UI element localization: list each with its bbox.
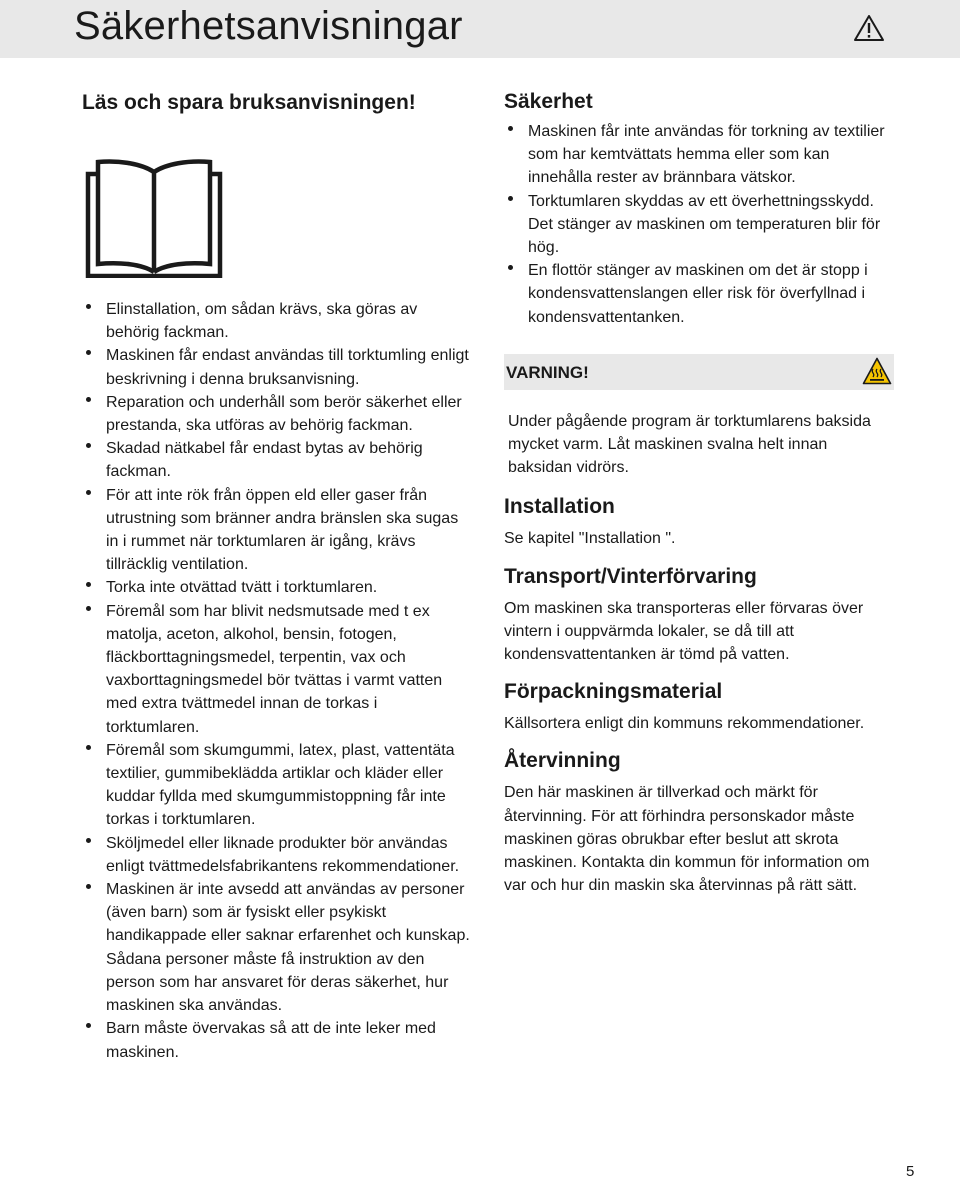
list-item: Reparation och underhåll som berör säkerhet eller prestanda, ska utföras av behörig fackman.	[82, 391, 472, 437]
safety-instructions-list	[82, 298, 472, 1064]
recycling-text: Den här maskinen är tillverkad och märkt för återvinning. För att förhindra personskador måste maskinen göras obrukbar efter beslut att skrota maskinen. Kontakta din kommun för information om var och hur din maskin ska återvinnas på rätt sätt.	[504, 784, 870, 895]
list-item: Skadad nätkabel får endast bytas av behörig fackman.	[82, 437, 472, 483]
recycling-heading: Återvinning	[504, 749, 621, 773]
list-item: Föremål som skumgummi, latex, plast, vattentäta textilier, gummibeklädda artiklar och kläder eller kuddar fyllda med skumgummistoppning får inte torkas i torktumlaren.	[82, 739, 472, 832]
list-item: Barn måste övervakas så att de inte leker med maskinen.	[82, 1017, 472, 1063]
recycling-section	[504, 747, 894, 897]
open-book-icon	[84, 158, 224, 278]
left-column	[82, 88, 472, 1064]
list-item: Maskinen får inte användas för torkning av textilier som har kemtvättats hemma eller som kan innehålla rester av brännbara vätskor.	[504, 120, 894, 190]
packaging-heading: Förpackningsmaterial	[504, 680, 723, 704]
list-item: Sköljmedel eller liknade produkter bör användas enligt tvättmedelsfabrikantens rekommendationer.	[82, 832, 472, 878]
installation-heading: Installation	[504, 495, 615, 519]
list-item: En flottör stänger av maskinen om det är stopp i kondensvattenslangen eller risk för överfyllnad i kondensvattentanken.	[504, 259, 894, 329]
list-item: För att inte rök från öppen eld eller gaser från utrustning som bränner andra bränslen ska sugas in i rummet när torktumlaren är igång, krävs tillräcklig ventilation.	[82, 484, 472, 577]
list-item: Föremål som har blivit nedsmutsade med t ex matolja, aceton, alkohol, bensin, fotogen, fläckborttagningsmedel, terpentin, vax och vaxborttagningsmedel bör tvättas i varmt vatten med extra tvättmedel innan de torkas i torktumlaren.	[82, 600, 472, 739]
installation-section	[504, 493, 894, 550]
warning-triangle-icon	[853, 14, 885, 42]
packaging-section	[504, 678, 894, 735]
warning-label: VARNING!	[506, 362, 589, 382]
page-title: Säkerhetsanvisningar	[74, 4, 463, 48]
page-number: 5	[906, 1163, 915, 1180]
list-item: Maskinen är inte avsedd att användas av personer (även barn) som är fysiskt eller psykiskt handikappade eller saknar erfarenhet och kunskap. Sådana personer måste få instruktion av den person som har ansvaret för deras säkerhet, hur maskinen ska användas.	[82, 878, 472, 1017]
right-column	[504, 88, 894, 897]
transport-heading: Transport/Vinterförvaring	[504, 564, 757, 588]
safety-heading: Säkerhet	[504, 90, 593, 113]
transport-section	[504, 563, 894, 667]
read-instructions-heading: Läs och spara bruksanvisningen!	[82, 91, 416, 114]
warning-bar	[504, 354, 894, 390]
list-item: Torka inte otvättad tvätt i torktumlaren.	[82, 576, 472, 599]
list-item: Maskinen får endast användas till torktumling enligt beskrivning i denna bruksanvisning.	[82, 344, 472, 390]
list-item: Torktumlaren skyddas av ett överhettningsskydd. Det stänger av maskinen om temperaturen blir för hög.	[504, 190, 894, 260]
safety-list	[504, 120, 894, 329]
packaging-text: Källsortera enligt din kommuns rekommendationer.	[504, 715, 865, 733]
transport-text: Om maskinen ska transporteras eller förvaras över vintern i ouppvärmda lokaler, se då till att kondensvattentanken är tömd på vatten.	[504, 599, 864, 664]
list-item: Elinstallation, om sådan krävs, ska göras av behörig fackman.	[82, 298, 472, 344]
installation-text: Se kapitel "Installation ".	[504, 530, 676, 548]
hot-surface-warning-icon	[862, 357, 892, 385]
warning-text: Under pågående program är torktumlarens baksida mycket varm. Låt maskinen svalna helt innan baksidan vidrörs.	[508, 412, 871, 477]
